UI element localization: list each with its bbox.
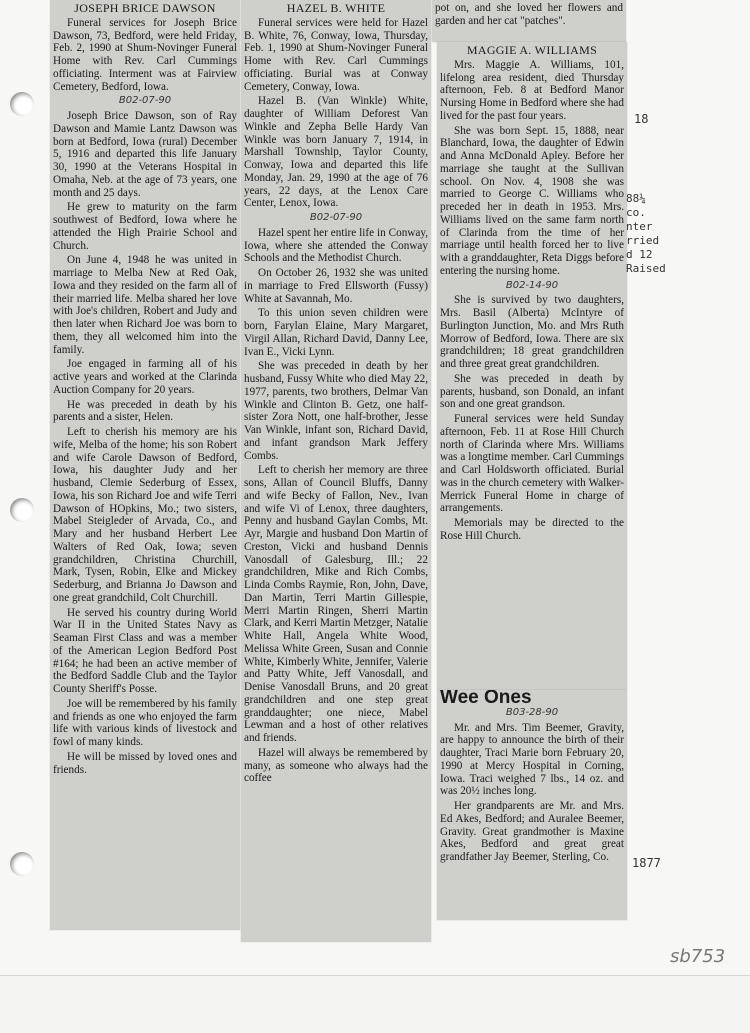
margin-fragment: nter	[626, 220, 653, 233]
paragraph: She was born Sept. 15, 1888, near Blanchard, Iowa, the daughter of Edwin and Anna McDonald Apley. Before her marriage she taught at the Sullivan school. On Nov. 4, 1908 she was married to George C. Williams who preceded her in death in 1953. Mrs. Williams lived on the same farm north of Clarinda from the time of her marriage until health forced her to live with a granddaughter, Reta Diggs before entering the nursing home.	[440, 124, 624, 277]
paragraph: Memorials may be directed to the Rose Hill Church.	[440, 517, 624, 542]
handwritten-date: B02-14-90	[505, 279, 559, 291]
paragraph: Funeral services were held Sunday afternoon, Feb. 11 at Rose Hill Church north of Clarinda where Mrs. Williams was a longtime member. Carl Cummings and Carl Holdsworth officiated. Burial was in the church cemetery with Walker-Merrick Funeral Home in charge of arrangements.	[440, 413, 624, 515]
obituary-maggie-williams	[437, 42, 627, 690]
obituary-title: MAGGIE A. WILLIAMS	[466, 43, 598, 57]
punch-hole-icon	[10, 852, 34, 876]
paragraph: He will be missed by loved ones and friends.	[53, 750, 237, 776]
paragraph: Hazel spent her entire life in Conway, Iowa, where she attended the Conway Schools and the Methodist Church.	[244, 226, 428, 265]
paragraph: Joe engaged in farming all of his active years and worked at the Clarinda Auction Company for 20 years.	[53, 358, 237, 396]
handwritten-date: B03-28-90	[505, 706, 559, 718]
paragraph: On October 26, 1932 she was united in marriage to Fred Ellsworth (Fussy) White at Savannah, Mo.	[244, 267, 428, 305]
paragraph: She is survived by two daughters, Mrs. Basil (Alberta) McIntyre of Burlington Junction, Mo. and Mrs Ruth Morrow of Bedford, Iowa. There are six grandchildren; 18 great grandchildren and three great great grandchildren.	[440, 294, 624, 370]
paragraph: To this union seven children were born, Farylan Elaine, Mary Margaret, Virgil Allan, Richard David, Danny Lee, Ivan E., Vicki Lynn.	[244, 307, 428, 358]
margin-fragment: co.	[626, 206, 646, 219]
paragraph: pot on, and she loved her flowers and garden and her cat "patches".	[435, 2, 623, 27]
margin-number: 1877	[632, 856, 661, 870]
paragraph: On June 4, 1948 he was united in marriage to Melba New at Red Oak, Iowa and they resided on the farm all of their married life. Melba shared her love with Joe's children, Robert and Judy and then later when Richard Joe was born to them, they all welcomed him into the family.	[53, 254, 237, 356]
punch-hole-icon	[10, 498, 34, 522]
paragraph: Hazel will always be remembered by many, as someone who always had the coffee	[244, 746, 428, 785]
paragraph: Funeral services were held for Hazel B. White, 76, Conway, Iowa, Thursday, Feb. 1, 1990 at Shum-Novinger Funeral Home with Rev. Carl Cummings officiating. Burial was at Conway Cemetery, Conway, Iowa.	[244, 16, 428, 93]
handwritten-date: B02-07-90	[309, 212, 363, 223]
paragraph: Funeral services for Joseph Brice Dawson, 73, Bedford, were held Friday, Feb. 2, 1990 at Shum-Novinger Funeral Home with Rev. Carl Cummings officiating. Interment was at Fairview Cemetery, Bedford, Iowa.	[53, 16, 237, 93]
paragraph: Joe will be remembered by his family and friends as one who enjoyed the farm life with various kinds of livestock and fowl of many kinds.	[53, 697, 237, 748]
margin-fragment: d 12	[626, 248, 653, 261]
handwritten-page-number: sb753	[670, 946, 726, 967]
obituary-hazel-white	[241, 0, 431, 942]
margin-fragment-block	[626, 192, 666, 276]
obituary-title: HAZEL B. WHITE	[286, 1, 386, 15]
obituary-title: JOSEPH BRICE DAWSON	[74, 1, 216, 15]
paragraph: Mr. and Mrs. Tim Beemer, Gravity, are happy to announce the birth of their daughter, Traci Marie born February 20, 1990 at Mercy Hospital in Corning, Iowa. Traci weighed 7 lbs., 14 oz. and was 20½ inches long.	[440, 721, 624, 798]
obituary-joseph-dawson	[50, 0, 240, 930]
margin-fragment: 88¼	[626, 192, 646, 205]
paragraph: He served his country during World War II in the United States Navy as Seaman First Class and was a member of the American Legion Bedford Post #164; he had been an active member of the Bedford Saddle Club and the Taylor County Sheriff's Posse.	[53, 606, 237, 695]
paragraph: Mrs. Maggie A. Williams, 101, lifelong area resident, died Thursday afternoon, Feb. 8 at Bedford Manor Nursing Home in Bedford where she had lived for the past four years.	[440, 58, 624, 122]
obituary-hazel-continued	[432, 0, 626, 42]
punch-hole-icon	[10, 92, 34, 116]
margin-number: 18	[634, 112, 649, 126]
paragraph: Left to cherish his memory are his wife, Melba of the home; his son Robert and wife Carole Dawson of Bedford, Iowa, his daughter Judy and her husband, Clemie Sederburg of Essex, Iowa, his son Richard Joe and wife Terri Dawson of HOpkins, Mo.; two sisters, Mabel Steigleder of Arvada, Co., and Mary and her husband Herbert Lee Walters of Red Oak, Iowa; seven grandchildren, Christina Churchill, Mark, Tysen, Robin, Elke and Mickey Sederburg, and Brianna Jo Dawson and one great grandchild, Colt Churchill.	[53, 426, 237, 604]
margin-fragment: rried	[626, 234, 660, 247]
paragraph: Left to cherish her memory are three sons, Allan of Council Bluffs, Danny and wife Becky of Fallon, Nev., Ivan and wife Vi of Lenox, three daughters, Penny and husband Gaylan Combs, Mt. Ayr, Margie and husband Don Martin of Creston, Vicki and husband Dennis Vanosdall of Galesburg, Ill.; 22 grandchildren, Mike and Rich Combs, Linda Combs Raymie, Ron, John, Dave, Dan Martin, Terri Martin Gillespie, Merri Martin Ringen, Sherri Martin Clark, and Kerri Martin Metzger, Natalie White Hall, Angela White Wood, Melissa White Green, Susan and Connie White, Kimberly White, Jennifer, Valerie and Patty White, Jeff Vanosdall, and Denise Vanosdall Bruns, and 20 great grandchildren and one step great granddaughter; one niece, Mabel Lewman and a host of other relatives and friends.	[244, 464, 428, 744]
birth-announcement	[437, 690, 627, 920]
handwritten-date: B02-07-90	[118, 95, 172, 107]
paragraph: Her grandparents are Mr. and Mrs. Ed Akes, Bedford; and Auralee Beemer, Gravity. Great grandmother is Maxine Akes, Bedford and great great grandfather Jay Beemer, Sterling, Co.	[440, 800, 624, 863]
paragraph: He grew to maturity on the farm southwest of Bedford, Iowa where he attended the High Prairie School and Church.	[53, 201, 237, 252]
margin-fragment: Raised	[626, 262, 666, 275]
paragraph: She was preceded in death by her husband, Fussy White who died May 22, 1977, parents, two brothers, Delmar Van Winkle and Clinton B. Getz, one half-sister Zora Nott, one half-brother, Jesse Van Winkle, infant son, Richard David, and infant grandson Mark Jeffery Combs.	[244, 360, 428, 462]
paragraph: Joseph Brice Dawson, son of Ray Dawson and Mamie Lantz Dawson was born at Bedford, Iowa (rural) December 5, 1916 and departed this life January 30, 1990 at the Veterans Hospital in Omaha, Neb. at the age of 73 years, one month and 25 days.	[53, 110, 237, 199]
section-title: Wee Ones	[440, 690, 532, 708]
paragraph: She was preceded in death by parents, husband, son Donald, an infant son and one great grandson.	[440, 372, 624, 411]
paragraph: Hazel B. (Van Winkle) White, daughter of William Deforest Van Winkle and Zepha Belle Hardy Van Winkle was born January 7, 1914, in Marshall Township, Taylor County, Conway, Iowa and departed this life Monday, Jan. 29, 1990 at the age of 76 years, 22 days, at the Lenox Care Center, Lenox, Iowa.	[244, 95, 428, 210]
paragraph: He was preceded in death by his parents and a sister, Helen.	[53, 398, 237, 424]
